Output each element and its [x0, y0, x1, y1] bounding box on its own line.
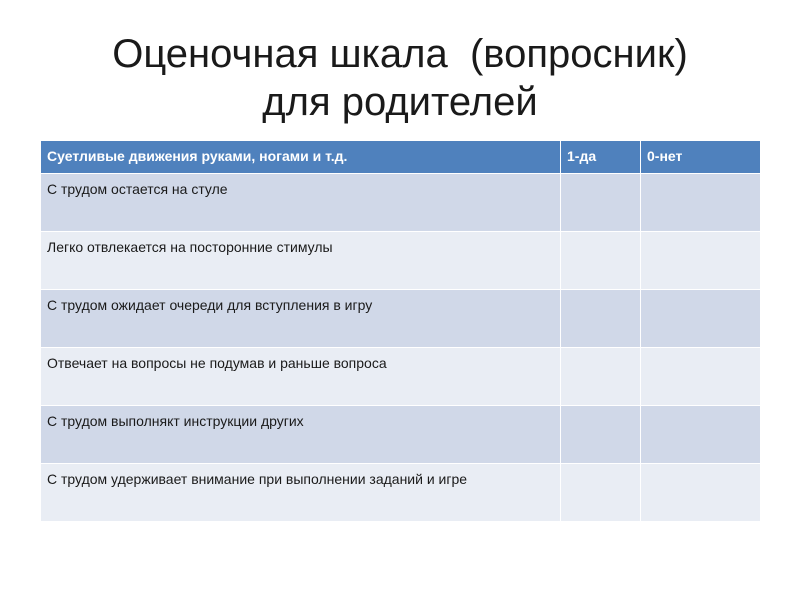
no-cell[interactable] [641, 174, 761, 232]
question-cell: С трудом ожидает очереди для вступления в игру [41, 290, 561, 348]
header-no: 0-нет [641, 141, 761, 174]
yes-cell[interactable] [561, 464, 641, 522]
table-header-row [41, 141, 761, 174]
questionnaire-table [40, 140, 761, 522]
no-cell[interactable] [641, 290, 761, 348]
question-cell: Отвечает на вопросы не подумав и раньше вопроса [41, 348, 561, 406]
table-row [41, 348, 761, 406]
yes-cell[interactable] [561, 406, 641, 464]
header-yes: 1-да [561, 141, 641, 174]
yes-cell[interactable] [561, 232, 641, 290]
no-cell[interactable] [641, 464, 761, 522]
yes-cell[interactable] [561, 174, 641, 232]
yes-cell[interactable] [561, 290, 641, 348]
title-line-2: для родителей [262, 80, 538, 124]
question-cell: С трудом удерживает внимание при выполнении заданий и игре [41, 464, 561, 522]
no-cell[interactable] [641, 232, 761, 290]
table-row [41, 290, 761, 348]
question-cell: С трудом остается на стуле [41, 174, 561, 232]
no-cell[interactable] [641, 406, 761, 464]
page-title [0, 30, 800, 126]
question-cell: С трудом выполнякт инструкции других [41, 406, 561, 464]
header-question: Суетливые движения руками, ногами и т.д. [41, 141, 561, 174]
table-row [41, 406, 761, 464]
table-row [41, 174, 761, 232]
no-cell[interactable] [641, 348, 761, 406]
table-row [41, 232, 761, 290]
title-line-1: Оценочная шкала (вопросник) [112, 32, 688, 76]
question-cell: Легко отвлекается на посторонние стимулы [41, 232, 561, 290]
yes-cell[interactable] [561, 348, 641, 406]
table-row [41, 464, 761, 522]
